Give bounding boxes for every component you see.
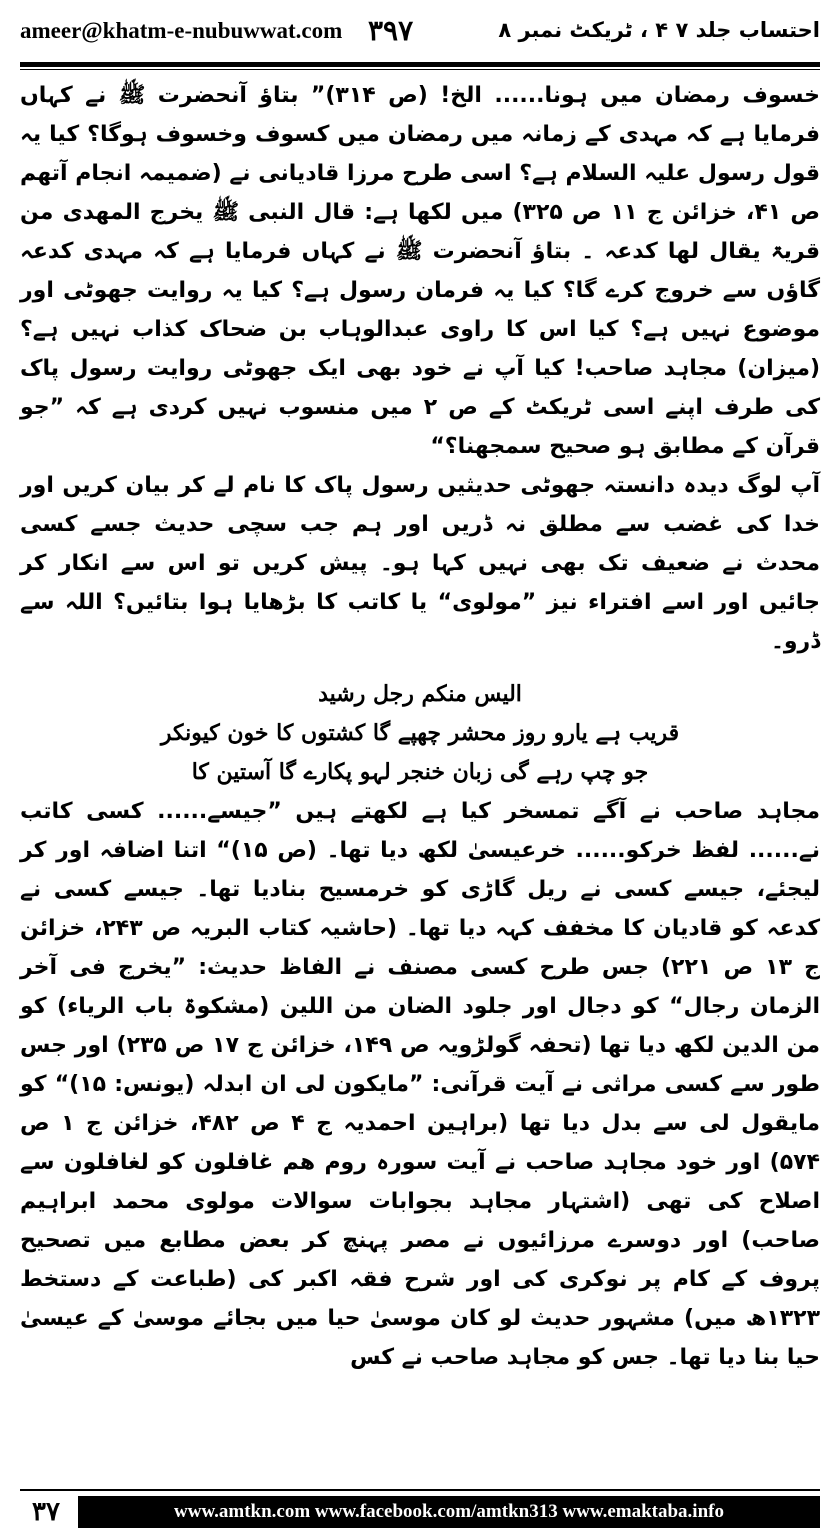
paragraph-3: مجاہد صاحب نے آگے تمسخر کیا ہے لکھتے ہیں ”جیسے...... کسی کاتب نے...... لفظ خرکو...... خرعیسیٰ لکھ دیا تھا۔ (ص ۱۵)“ اتنا اضافہ اور کر لیجئے، جیسے کسی نے ریل گاڑی کو خرمسیح بنادیا تھا۔ جیسے کسی نے کدعہ کو قادیان کا مخفف کہہ دیا تھا۔ (حاشیہ کتاب البریہ ص ۲۴۳، خزائن ج ۱۳ ص ۲۲۱) جس طرح کسی مصنف نے الفاظ حدیث: ”یخرج فی آخر الزمان رجال“ کو دجال اور جلود الضان من اللین (مشکوۃ باب الریاء) کو من الدین لکھ دیا تھا (تحفہ گولڑویہ ص ۱۴۹، خزائن ج ۱۷ ص ۲۳۵) اور جس طور سے کسی مراثی نے آیت قرآنی: ”مایکون لی ان ابدلہ (یونس: ۱۵)“ کو مایقول لی سے بدل دیا تھا (براہین احمدیہ ج ۴ ص ۴۸۲، خزائن ج ۱ ص ۵۷۴) اور خود مجاہد صاحب نے آیت سورہ روم ھم غافلون کو لغافلون سے اصلاح کی تھی (اشتہار مجاہد بجوابات سوالات مولوی محمد ابراہیم صاحب) اور دوسرے مرزائیوں نے مصر پہنچ کر بعض مطابع میں تصحیح پروف کے کام پر نوکری کی اور شرح فقہ اکبر کی (طباعت کے دستخط ۱۳۲۳ھ میں) مشہور حدیث لو کان موسیٰ حیا میں بجائے موسیٰ کے عیسیٰ حیا بنا دیا تھا۔ جس کو مجاہد صاحب نے کس — [20, 799, 821, 1370]
footer-page-number: ۳۷ — [32, 1497, 60, 1527]
page-body — [20, 76, 820, 1377]
poem-title: الیس منکم رجل رشید — [318, 681, 522, 707]
header-rule-thick — [20, 62, 820, 67]
page-header — [20, 14, 820, 54]
header-email: ameer@khatm-e-nubuwwat.com — [20, 18, 343, 43]
header-page-number: ۳۹۷ — [368, 14, 414, 47]
header-running-title: احتساب جلد ۷ ۴ ، ٹریکٹ نمبر ۸ — [498, 18, 820, 42]
spacer — [20, 661, 820, 675]
paragraph-1: خسوف رمضان میں ہونا...... الخ! (ص ۳۱۴)” بتاؤ آنحضرت ﷺ نے کہاں فرمایا ہے کہ مہدی کے زمانہ میں رمضان میں کسوف وخسوف ہوگا؟ کیا یہ قول رسول علیہ السلام ہے؟ اسی طرح مرزا قادیانی نے (ضمیمہ انجام آتھم ص ۴۱، خزائن ج ۱۱ ص ۳۲۵) میں لکھا ہے: قال النبی ﷺ یخرج المھدی من قریۃ یقال لھا کدعہ ۔ بتاؤ آنحضرت ﷺ نے کہاں فرمایا ہے کہ مہدی کدعہ گاؤں سے خروج کرے گا؟ کیا یہ فرمان رسول ہے؟ کیا یہ روایت جھوٹی اور موضوع نہیں ہے؟ کیا اس کا راوی عبدالوہاب بن ضحاک کذاب نہیں ہے؟ (میزان) مجاہد صاحب! کیا آپ نے خود بھی ایک جھوٹی روایت رسول پاک کی طرف اپنے اسی ٹریکٹ کے ص ۲ میں منسوب نہیں کردی ہے کہ ”جو قرآن کے مطابق ہو صحیح سمجھنا؟“ — [20, 83, 820, 459]
header-rule-thin — [20, 69, 820, 70]
poem-block — [20, 675, 820, 792]
poem-line-2: جو چپ رہے گی زبان خنجر لہو پکارے گا آستین کا — [191, 759, 649, 785]
footer-rule — [20, 1489, 820, 1491]
paragraph-2: آپ لوگ دیدہ دانستہ جھوٹی حدیثیں رسول پاک کا نام لے کر بیان کریں اور خدا کی غضب سے مطلق نہ ڈریں اور ہم جب سچی حدیث جسے کسی محدث نے ضعیف تک بھی نہیں کہا ہو۔ پیش کریں تو اس سے انکار کر جائیں اور اسے افتراء نیز ”مولوی“ یا کاتب کا بڑھایا ہوا بتائیں؟ اللہ سے ڈرو۔ — [20, 473, 820, 654]
footer-links: www.amtkn.com www.facebook.com/amtkn313 www.emaktaba.info — [78, 1496, 820, 1528]
poem-line-1: قریب ہے یارو روز محشر چھپے گا کشتوں کا خون کیونکر — [160, 720, 680, 746]
page-footer — [20, 1494, 820, 1530]
